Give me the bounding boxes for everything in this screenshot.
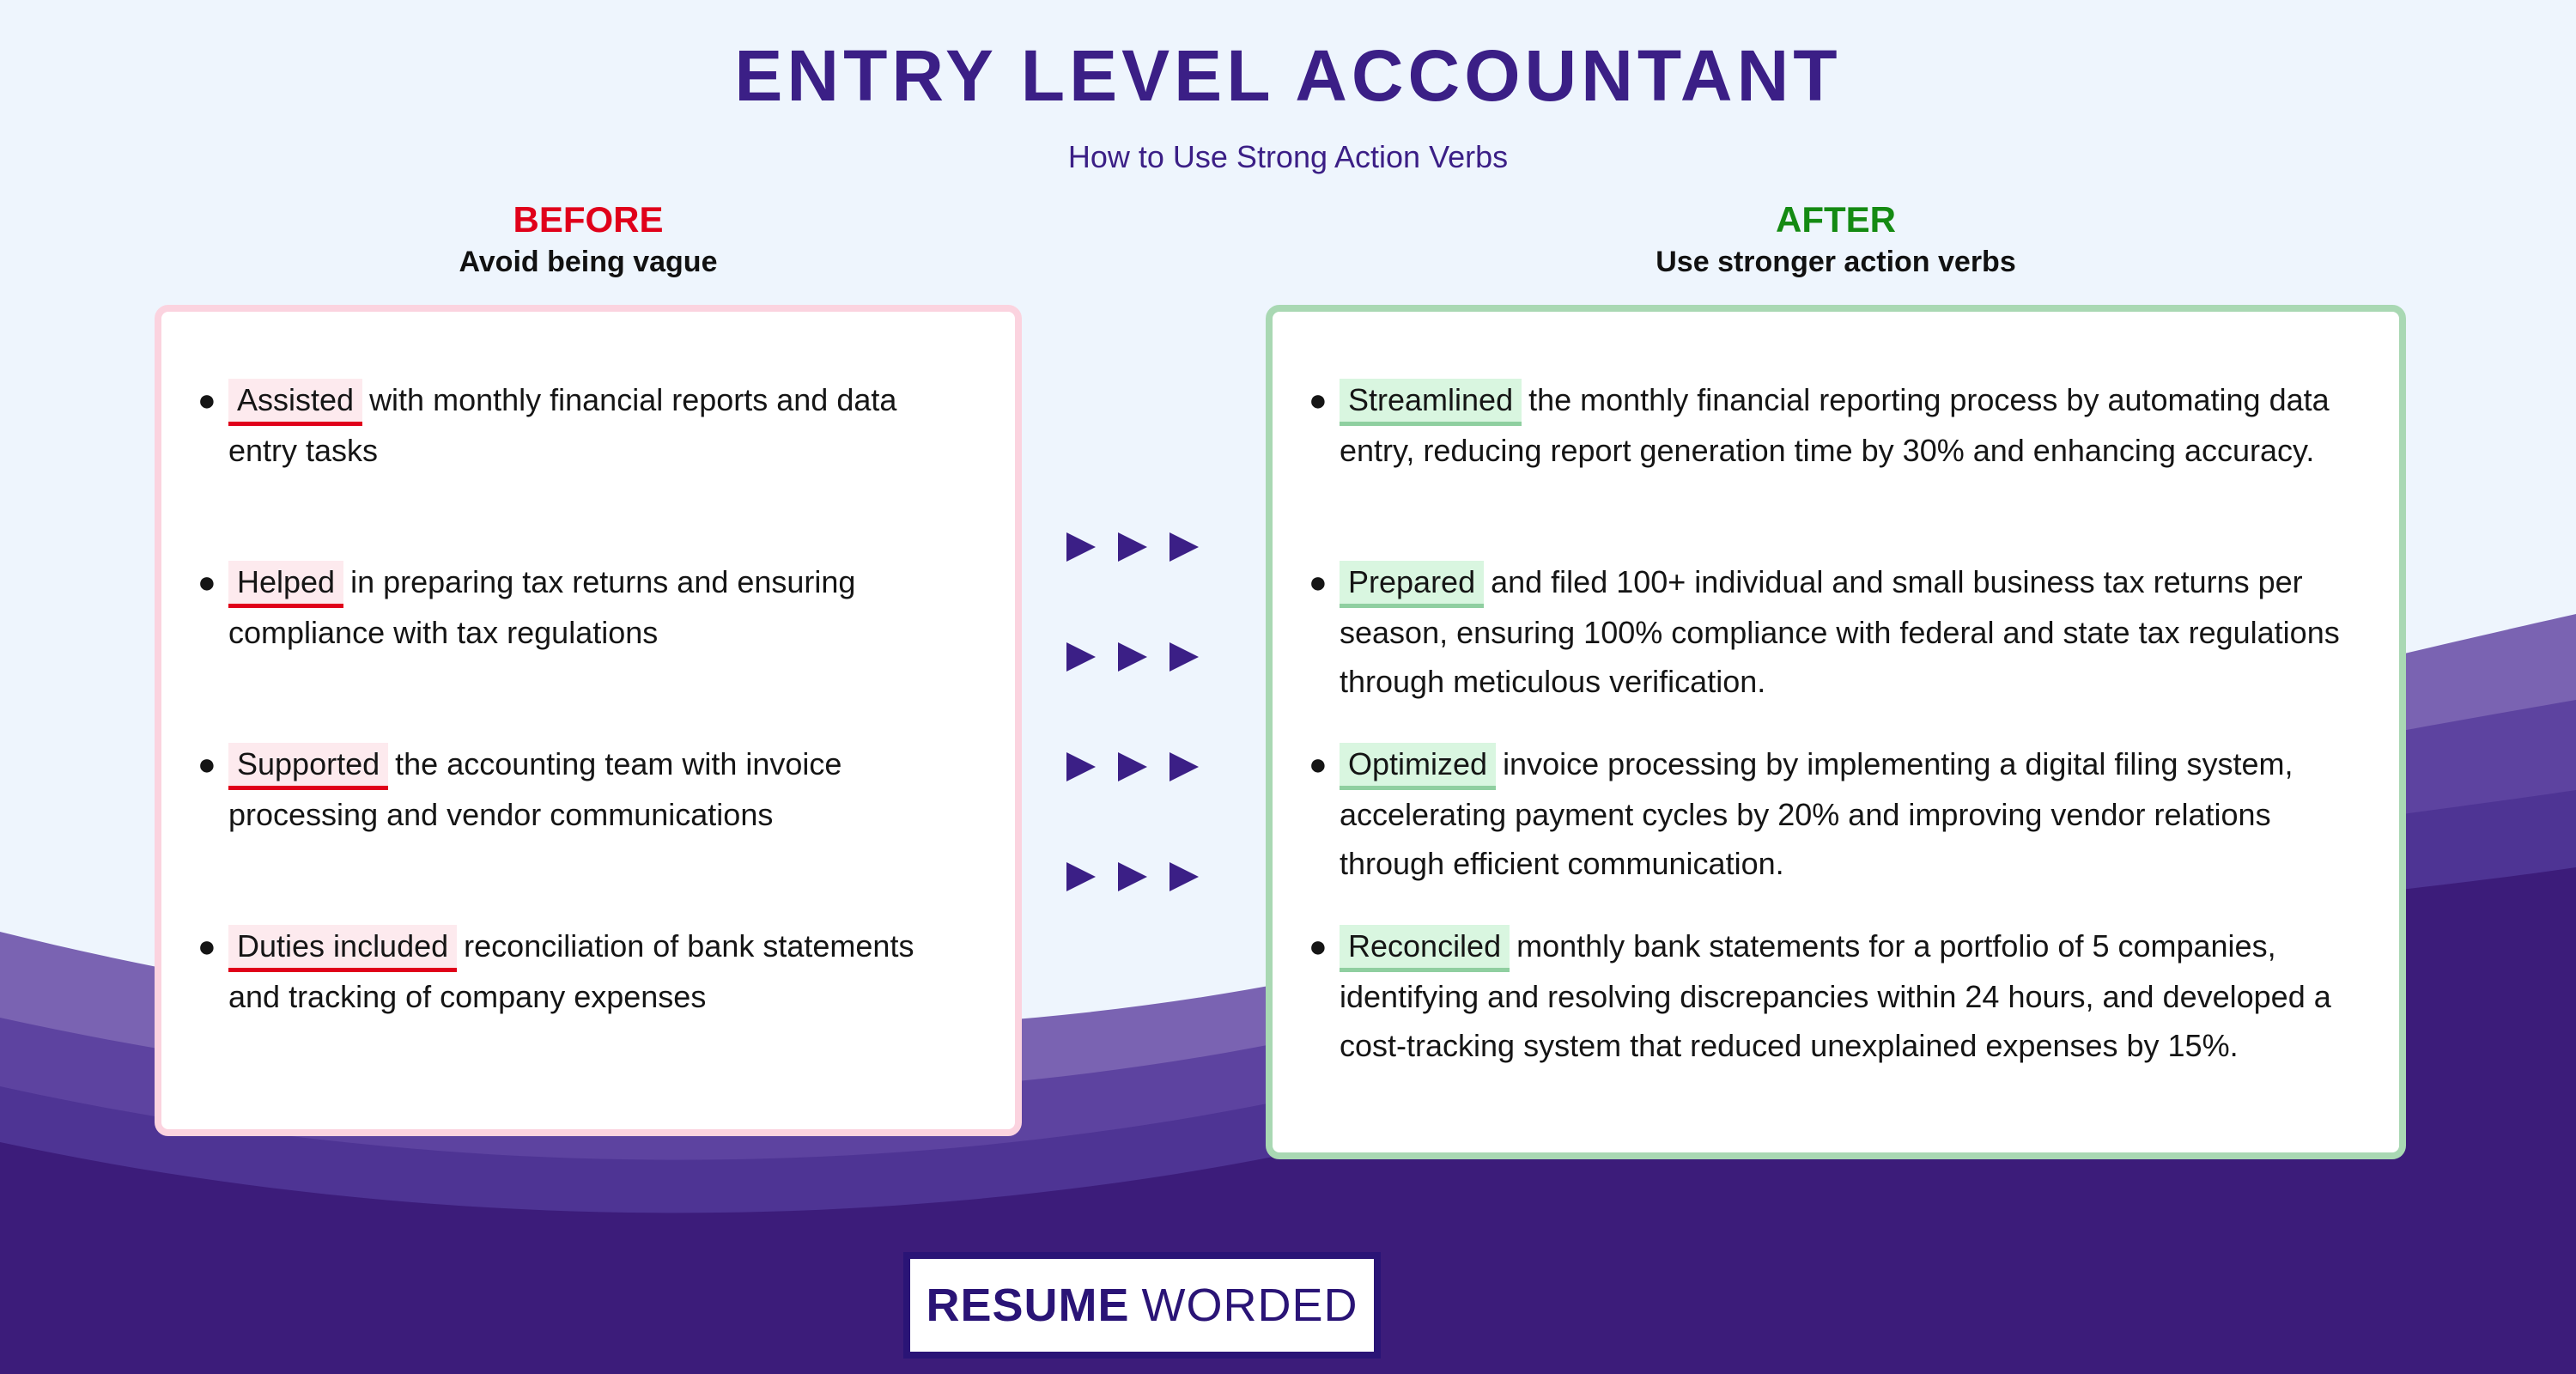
after-card (1266, 305, 2406, 1159)
before-header (155, 199, 1022, 279)
page-subtitle: How to Use Strong Action Verbs (1067, 139, 1509, 174)
weak-verb: Duties included (228, 925, 457, 972)
before-item (197, 739, 970, 839)
logo-word-strong: RESUME (926, 1280, 1130, 1331)
item-text: reconciliation of bank statements and tracking of company expenses (228, 928, 914, 1014)
after-label: AFTER (1776, 199, 1896, 240)
after-header (1266, 199, 2406, 279)
item-text: in preparing tax returns and ensuring compliance with tax regulations (228, 564, 856, 650)
item-text: with monthly financial reports and data entry tasks (228, 382, 897, 468)
item-text: invoice processing by implementing a digital filing system, accelerating payment cycles by 20% and improving vendor relations through efficient communication. (1340, 746, 2293, 881)
before-item (197, 557, 970, 657)
after-item (1309, 921, 2365, 1070)
after-item (1309, 557, 2365, 706)
item-text: monthly bank statements for a portfolio of 5 companies, identifying and resolving discrepancies within 24 hours, and developed a cost-tracking system that reduced unexplained expenses by 15%. (1340, 928, 2331, 1063)
weak-verb: Assisted (228, 379, 362, 426)
bullet-icon: ● (1309, 382, 1327, 417)
bullet-icon: ● (197, 928, 216, 964)
bullet-icon: ● (197, 564, 216, 599)
weak-verb: Supported (228, 743, 388, 790)
item-text: and filed 100+ individual and small business tax returns per season, ensuring 100% compliance with federal and state tax regulations through meticulous verification. (1340, 564, 2340, 699)
before-card (155, 305, 1022, 1136)
weak-verb: Helped (228, 561, 343, 608)
item-text: the accounting team with invoice processing and vendor communications (228, 746, 842, 832)
before-caption: Avoid being vague (459, 246, 718, 278)
arrow-icon (1065, 855, 1211, 898)
before-item (197, 375, 970, 475)
strong-verb: Optimized (1340, 743, 1496, 790)
after-item (1309, 375, 2365, 475)
logo-word-light: WORDED (1141, 1280, 1358, 1331)
bullet-icon: ● (197, 382, 216, 417)
after-item (1309, 739, 2365, 888)
resume-worded-logo[interactable] (903, 1252, 1381, 1359)
after-caption: Use stronger action verbs (1656, 246, 2016, 278)
page-title: ENTRY LEVEL ACCOUNTANT (734, 35, 1842, 116)
bullet-icon: ● (197, 746, 216, 781)
before-item (197, 921, 970, 1021)
arrow-icon (1065, 635, 1211, 678)
bullet-icon: ● (1309, 746, 1327, 781)
bullet-icon: ● (1309, 564, 1327, 599)
before-label: BEFORE (513, 199, 664, 240)
arrow-icon (1065, 526, 1211, 568)
strong-verb: Reconciled (1340, 925, 1510, 972)
bullet-icon: ● (1309, 928, 1327, 964)
strong-verb: Prepared (1340, 561, 1484, 608)
arrow-icon (1065, 745, 1211, 788)
item-text: the monthly financial reporting process by automating data entry, reducing report generation time by 30% and enhancing accuracy. (1340, 382, 2330, 468)
strong-verb: Streamlined (1340, 379, 1522, 426)
